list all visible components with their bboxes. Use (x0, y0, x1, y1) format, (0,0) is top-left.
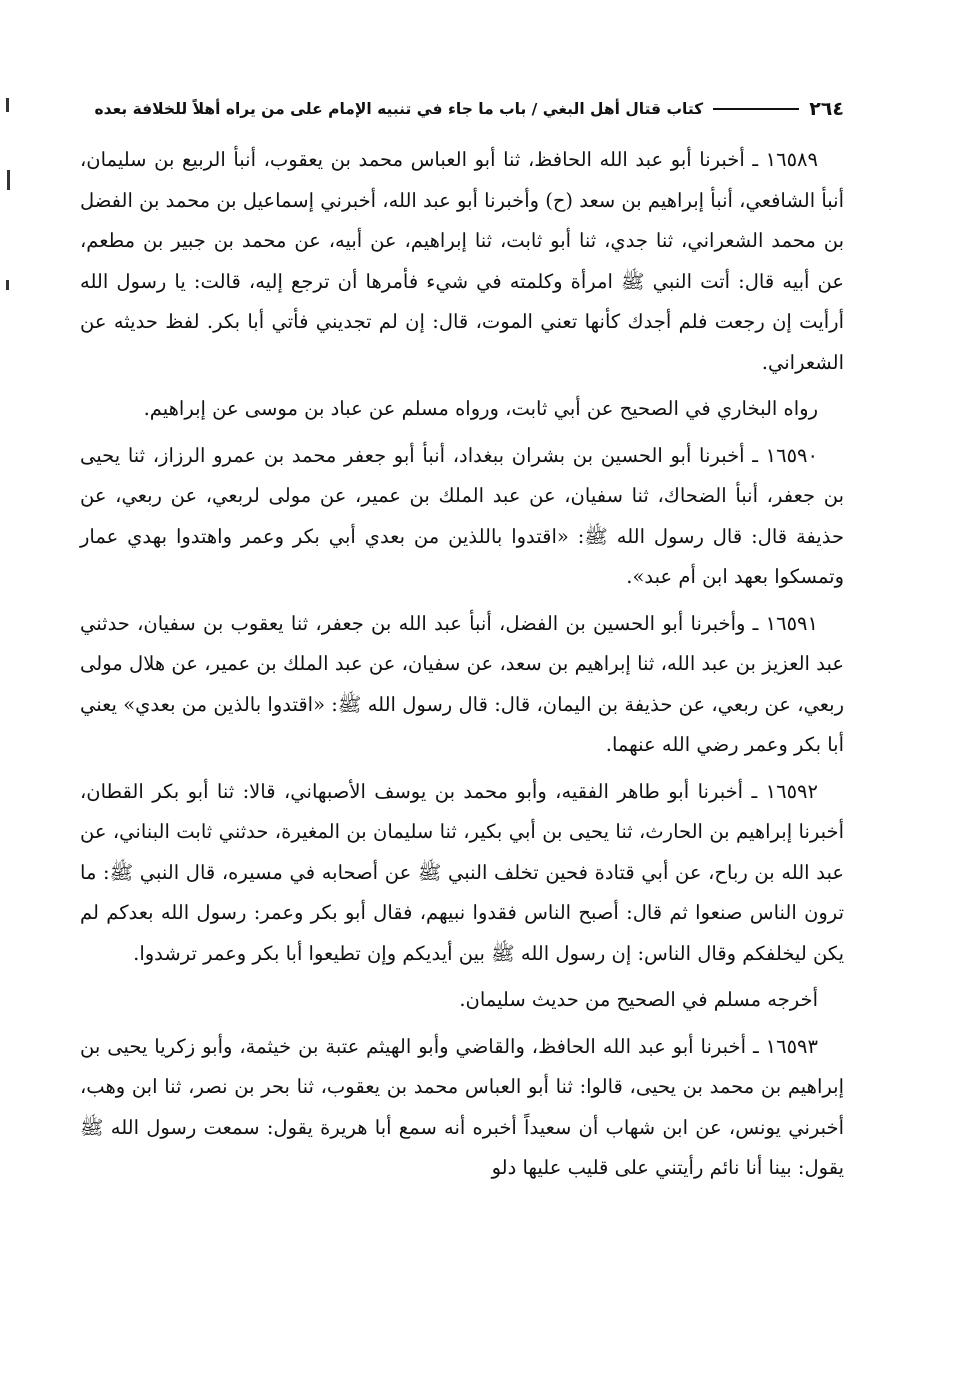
margin-mark (7, 170, 10, 190)
page-number: ٢٦٤ (809, 98, 844, 120)
takhrij-note: رواه البخاري في الصحيح عن أبي ثابت، ورواه مسلم عن عباد بن موسى عن إبراهيم. (143, 397, 818, 420)
header-rule (713, 108, 799, 110)
page-header (80, 92, 844, 126)
page-body (80, 140, 844, 1189)
margin-mark (6, 280, 9, 290)
takhrij-note: أخرجه مسلم في الصحيح من حديث سليمان. (459, 988, 818, 1011)
hadith-16591: ١٦٥٩١ ـ وأخبرنا أبو الحسين بن الفضل، أنبأ عبد الله بن جعفر، ثنا يعقوب بن سفيان، حدثني عبد العزيز بن عبد الله، ثنا إبراهيم بن سعد، عن سفيان، عن عبد الملك بن عمير، عن هلال مولى ربعي، عن ربعي، عن حذيفة بن اليمان، قال: قال رسول الله ﷺ: «اقتدوا بالذين من بعدي» يعني أبا بكر وعمر رضي الله عنهما. (80, 611, 844, 756)
hadith-16589: ١٦٥٨٩ ـ أخبرنا أبو عبد الله الحافظ، ثنا أبو العباس محمد بن يعقوب، أنبأ الربيع بن سليمان، أنبأ الشافعي، أنبأ إبراهيم بن سعد (ح) وأخبرنا أبو عبد الله، أخبرني إسماعيل بن محمد بن الفضل بن محمد الشعراني، ثنا جدي، ثنا أبو ثابت، ثنا إبراهيم، عن أبيه، عن محمد بن جبير بن مطعم، عن أبيه قال: أتت النبي ﷺ امرأة وكلمته في شيء فأمرها أن ترجع إليه، قالت: يا رسول الله أرأيت إن رجعت فلم أجدك كأنها تعني الموت، قال: إن لم تجديني فأتي أبا بكر. لفظ حديثه عن الشعراني. (80, 148, 844, 374)
hadith-16592: ١٦٥٩٢ ـ أخبرنا أبو طاهر الفقيه، وأبو محمد بن يوسف الأصبهاني، قالا: ثنا أبو بكر القطان، أخبرنا إبراهيم بن الحارث، ثنا يحيى بن أبي بكير، ثنا سليمان بن المغيرة، حدثني ثابت البناني، عن عبد الله بن رباح، عن أبي قتادة فحين تخلف النبي ﷺ عن أصحابه في مسيره، قال النبي ﷺ: ما ترون الناس صنعوا ثم قال: أصبح الناس فقدوا نبيهم، فقال أبو بكر وعمر: رسول الله بعدكم لم يكن ليخلفكم وقال الناس: إن رسول الله ﷺ بين أيديكم وإن تطيعوا أبا بكر وعمر ترشدوا. (80, 779, 844, 965)
hadith-16590: ١٦٥٩٠ ـ أخبرنا أبو الحسين بن بشران ببغداد، أنبأ أبو جعفر محمد بن عمرو الرزاز، ثنا يحيى بن جعفر، أنبأ الضحاك، ثنا سفيان، عن عبد الملك بن عمير، عن مولى لربعي، عن ربعي، عن حذيفة قال: قال رسول الله ﷺ: «اقتدوا باللذين من بعدي أبي بكر وعمر واهتدوا بهدي عمار وتمسكوا بعهد ابن أم عبد». (80, 443, 844, 588)
margin-mark (6, 98, 9, 112)
header-title: كتاب قتال أهل البغي / باب ما جاء في تنبيه الإمام على من يراه أهلاً للخلافة بعده (94, 100, 704, 118)
hadith-16593: ١٦٥٩٣ ـ أخبرنا أبو عبد الله الحافظ، والقاضي وأبو الهيثم عتبة بن خيثمة، وأبو زكريا يحيى بن إبراهيم بن محمد بن يحيى، قالوا: ثنا أبو العباس محمد بن يعقوب، ثنا بحر بن نصر، ثنا ابن وهب، أخبرني يونس، عن ابن شهاب أن سعيداً أخبره أنه سمع أبا هريرة يقول: سمعت رسول الله ﷺ يقول: بينا أنا نائم رأيتني على قليب عليها دلو (80, 1034, 844, 1179)
